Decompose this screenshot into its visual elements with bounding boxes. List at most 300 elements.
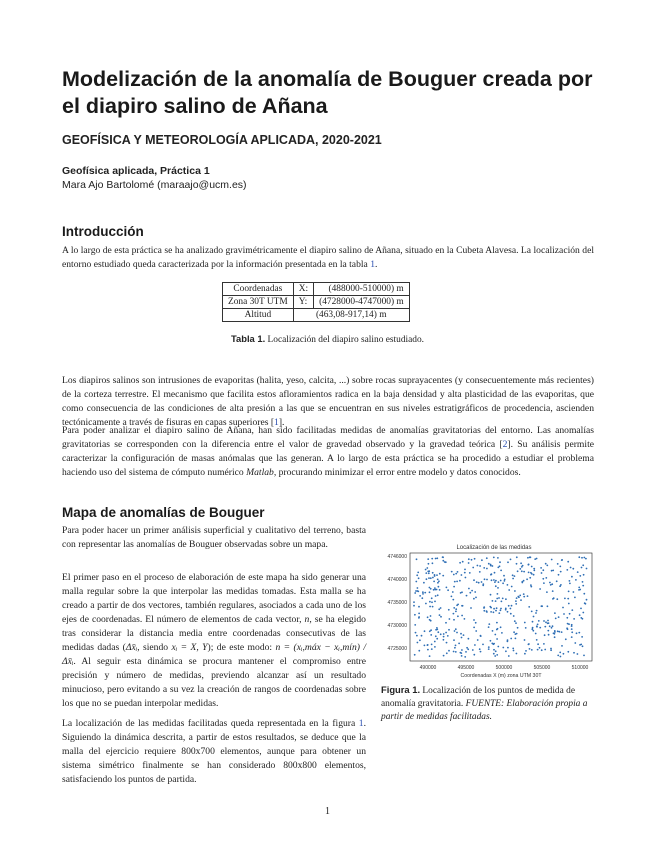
measurement-point bbox=[546, 565, 548, 567]
measurement-point bbox=[432, 562, 434, 564]
measurement-point bbox=[461, 655, 463, 657]
measurement-point bbox=[580, 608, 582, 610]
measurement-point bbox=[557, 630, 559, 632]
measurement-point bbox=[453, 651, 455, 653]
measurement-point bbox=[500, 608, 502, 610]
measurement-point bbox=[456, 632, 458, 634]
measurement-point bbox=[583, 574, 585, 576]
author-line: Mara Ajo Bartolomé (maraajo@ucm.es) bbox=[62, 179, 247, 191]
measurement-point bbox=[551, 627, 553, 629]
measurement-point bbox=[433, 581, 435, 583]
measurement-point bbox=[442, 560, 444, 562]
measurement-point bbox=[550, 649, 552, 651]
measurement-point bbox=[541, 605, 543, 607]
measurement-point bbox=[534, 558, 536, 560]
measurement-point bbox=[429, 630, 431, 632]
measurement-point bbox=[543, 643, 545, 645]
measurement-point bbox=[511, 586, 513, 588]
measurement-point bbox=[516, 563, 518, 565]
measurement-point bbox=[502, 582, 504, 584]
measurement-point bbox=[586, 599, 588, 601]
measurement-point bbox=[514, 620, 516, 622]
measurement-point bbox=[529, 577, 531, 579]
measurement-point bbox=[524, 653, 526, 655]
measurement-point bbox=[494, 655, 496, 657]
measurement-point bbox=[488, 646, 490, 648]
measurement-point bbox=[421, 597, 423, 599]
measurement-point bbox=[438, 608, 440, 610]
practice-subtitle: Geofísica aplicada, Práctica 1 bbox=[62, 165, 210, 177]
measurement-point bbox=[535, 612, 537, 614]
x-tick-labels bbox=[420, 665, 589, 671]
measurement-point bbox=[434, 575, 436, 577]
measurement-point bbox=[557, 563, 559, 565]
measurement-point bbox=[435, 595, 437, 597]
measurement-point bbox=[560, 656, 562, 658]
measurement-point bbox=[577, 571, 579, 573]
measurement-point bbox=[429, 601, 431, 603]
measurement-point bbox=[552, 590, 554, 592]
measurement-point bbox=[413, 601, 415, 603]
measurement-point bbox=[581, 567, 583, 569]
measurement-point bbox=[458, 643, 460, 645]
measurement-point bbox=[460, 652, 462, 654]
measurement-point bbox=[533, 568, 535, 570]
measurement-point bbox=[556, 598, 558, 600]
measurement-point bbox=[490, 611, 492, 613]
section-heading-map: Mapa de anomalías de Bouguer bbox=[62, 505, 265, 520]
measurement-point bbox=[552, 570, 554, 572]
measurement-point bbox=[504, 580, 506, 582]
measurement-point bbox=[475, 622, 477, 624]
measurement-point bbox=[455, 608, 457, 610]
measurement-point bbox=[517, 596, 519, 598]
measurement-point bbox=[551, 559, 553, 561]
measurement-point bbox=[473, 627, 475, 629]
measurement-point bbox=[448, 650, 450, 652]
measurement-point bbox=[547, 620, 549, 622]
measurement-point bbox=[496, 622, 498, 624]
measurement-point bbox=[493, 611, 495, 613]
measurement-point bbox=[543, 620, 545, 622]
figure-reference-link[interactable]: 1 bbox=[358, 718, 364, 729]
measurement-point bbox=[439, 589, 441, 591]
measurement-point bbox=[475, 597, 477, 599]
measurement-point bbox=[510, 608, 512, 610]
measurement-point bbox=[459, 562, 461, 564]
measurement-point bbox=[486, 579, 488, 581]
measurement-point bbox=[495, 610, 497, 612]
measurement-point bbox=[563, 653, 565, 655]
measurement-point bbox=[550, 648, 552, 650]
measurement-point bbox=[513, 650, 515, 652]
measurement-point bbox=[479, 571, 481, 573]
measurement-point bbox=[560, 584, 562, 586]
measurement-point bbox=[494, 634, 496, 636]
measurement-point bbox=[536, 639, 538, 641]
measurement-point bbox=[491, 643, 493, 645]
measurement-point bbox=[439, 614, 441, 616]
table-row bbox=[223, 283, 410, 296]
measurement-point bbox=[488, 626, 490, 628]
measurement-point bbox=[415, 581, 417, 583]
measurement-point bbox=[443, 633, 445, 635]
measurement-point bbox=[452, 599, 454, 601]
measurement-point bbox=[453, 586, 455, 588]
measurement-point bbox=[545, 621, 547, 623]
measurement-point bbox=[447, 635, 449, 637]
measurement-point bbox=[513, 615, 515, 617]
measurement-point bbox=[436, 638, 438, 640]
measurement-point bbox=[512, 574, 514, 576]
measurement-point bbox=[535, 633, 537, 635]
measurement-point bbox=[497, 628, 499, 630]
measurement-point bbox=[571, 628, 573, 630]
measurement-point bbox=[516, 556, 518, 558]
measurement-point bbox=[435, 635, 437, 637]
measurement-point bbox=[427, 558, 429, 560]
measurement-point bbox=[529, 556, 531, 558]
measurement-point bbox=[463, 634, 465, 636]
measurement-point bbox=[552, 598, 554, 600]
table-reference-link[interactable]: 1 bbox=[370, 259, 375, 270]
measurement-point bbox=[541, 572, 543, 574]
measurement-point bbox=[544, 649, 546, 651]
measurement-point bbox=[436, 574, 438, 576]
measurement-point bbox=[424, 645, 426, 647]
measurement-point bbox=[437, 594, 439, 596]
measurement-point bbox=[554, 612, 556, 614]
measurement-point bbox=[501, 632, 503, 634]
measurement-point bbox=[496, 607, 498, 609]
measurement-point bbox=[505, 598, 507, 600]
measurement-point bbox=[493, 653, 495, 655]
measurement-point bbox=[494, 572, 496, 574]
measurement-point bbox=[436, 627, 438, 629]
table-cell: Altitud bbox=[223, 309, 294, 322]
measurement-point bbox=[541, 649, 543, 651]
measurement-point bbox=[500, 626, 502, 628]
measurement-point bbox=[468, 638, 470, 640]
table-row bbox=[223, 309, 410, 322]
measurement-point bbox=[531, 649, 533, 651]
measurement-point bbox=[561, 559, 563, 561]
measurement-point bbox=[559, 652, 561, 654]
measurement-point bbox=[578, 587, 580, 589]
measurement-point bbox=[416, 558, 418, 560]
map-paragraph-2: El primer paso en el proceso de elaboración de este mapa ha sido generar una malla regular sobre la que interpolar las medidas tomadas. Esta malla se ha creado a partir de dos vectores, también regulares, asociados a cada uno de los ejes de coordenadas. El número de elementos de cada vector, n, se ha elegido tras considerar la distancia media entre coordenadas consecutivas de las medidas dadas (Δx̄ᵢ, siendo xᵢ = X, Y); de este modo: n = (xᵢ,máx − xᵢ,mín) / Δx̄ᵢ. Al seguir esta dinámica se procura mantener el compromiso entre precisión y número de medidas, previendo alcanzar así un resultado minucioso, pero evitando a su vez la creación de rangos de coordenadas sobre los que no se puedan interpolar medidas. bbox=[62, 572, 366, 709]
measurement-point bbox=[515, 603, 517, 605]
measurement-point bbox=[425, 572, 427, 574]
measurement-point bbox=[567, 623, 569, 625]
measurement-point bbox=[566, 627, 568, 629]
measurement-point bbox=[578, 556, 580, 558]
measurement-point bbox=[490, 565, 492, 567]
measurement-point bbox=[454, 630, 456, 632]
measurement-point bbox=[521, 582, 523, 584]
measurement-point bbox=[504, 579, 506, 581]
measurement-point bbox=[417, 587, 419, 589]
measurement-point bbox=[486, 610, 488, 612]
measurement-point bbox=[417, 590, 419, 592]
measurement-point bbox=[582, 585, 584, 587]
measurement-point bbox=[414, 614, 416, 616]
measurement-point bbox=[567, 651, 569, 653]
measurement-point bbox=[542, 569, 544, 571]
measurement-point bbox=[571, 636, 573, 638]
measurement-point bbox=[455, 645, 457, 647]
measurement-point bbox=[442, 575, 444, 577]
measurement-point bbox=[503, 575, 505, 577]
measurement-point bbox=[524, 639, 526, 641]
measurement-point bbox=[537, 624, 539, 626]
measurement-point bbox=[554, 630, 556, 632]
measurement-point bbox=[469, 572, 471, 574]
measurement-point bbox=[578, 632, 580, 634]
measurement-point bbox=[532, 630, 534, 632]
measurement-point bbox=[515, 600, 517, 602]
measurement-point bbox=[451, 596, 453, 598]
measurement-point bbox=[447, 589, 449, 591]
measurement-point bbox=[531, 566, 533, 568]
measurement-point bbox=[429, 591, 431, 593]
measurement-point bbox=[493, 579, 495, 581]
measurement-point bbox=[525, 650, 527, 652]
measurement-point bbox=[426, 578, 428, 580]
measurement-point bbox=[523, 571, 525, 573]
figure-caption-label: Figura 1. bbox=[381, 684, 421, 695]
measurement-point bbox=[582, 581, 584, 583]
measurement-point bbox=[475, 630, 477, 632]
measurement-point bbox=[466, 595, 468, 597]
measurement-point bbox=[448, 609, 450, 611]
measurement-point bbox=[498, 612, 500, 614]
measurement-point bbox=[446, 642, 448, 644]
measurement-point bbox=[505, 608, 507, 610]
measurement-point bbox=[478, 582, 480, 584]
measurement-point bbox=[445, 561, 447, 563]
measurement-point bbox=[493, 649, 495, 651]
measurement-point bbox=[543, 582, 545, 584]
measurement-point bbox=[521, 566, 523, 568]
measurement-point bbox=[515, 638, 517, 640]
measurement-point bbox=[453, 574, 455, 576]
measurement-point bbox=[561, 645, 563, 647]
measurement-point bbox=[530, 586, 532, 588]
measurement-point bbox=[544, 634, 546, 636]
measurement-point bbox=[571, 625, 573, 627]
figure-caption bbox=[381, 683, 595, 724]
measurement-point bbox=[574, 642, 576, 644]
measurement-point bbox=[453, 613, 455, 615]
measurement-point bbox=[517, 627, 519, 629]
measurement-point bbox=[545, 563, 547, 565]
measurement-point bbox=[556, 580, 558, 582]
measurement-point bbox=[445, 632, 447, 634]
plot-frame bbox=[410, 553, 592, 661]
y-tick-label: 4746000 bbox=[387, 554, 407, 560]
measurement-point bbox=[461, 615, 463, 617]
measurement-point bbox=[468, 588, 470, 590]
measurement-point bbox=[418, 606, 420, 608]
measurement-point bbox=[432, 572, 434, 574]
measurement-point bbox=[422, 593, 424, 595]
citation-link[interactable]: 2 bbox=[502, 439, 508, 450]
measurement-point bbox=[436, 589, 438, 591]
measurement-point bbox=[495, 580, 497, 582]
measurement-point bbox=[462, 561, 464, 563]
measurement-point bbox=[424, 592, 426, 594]
course-name: GEOFÍSICA Y METEOROLOGÍA APLICADA, 2020-2021 bbox=[62, 133, 382, 147]
measurement-point bbox=[582, 612, 584, 614]
measurement-point bbox=[490, 640, 492, 642]
measurement-point bbox=[498, 597, 500, 599]
measurement-point bbox=[461, 574, 463, 576]
measurement-point bbox=[480, 651, 482, 653]
measurement-point bbox=[566, 617, 568, 619]
measurement-point bbox=[440, 633, 442, 635]
measurement-point bbox=[461, 637, 463, 639]
measurement-point bbox=[471, 590, 473, 592]
measurement-point bbox=[472, 649, 474, 651]
measurement-point bbox=[499, 561, 501, 563]
y-tick-label: 4725000 bbox=[387, 646, 407, 652]
measurement-point bbox=[439, 573, 441, 575]
measurement-point bbox=[569, 613, 571, 615]
measurement-point bbox=[461, 649, 463, 651]
measurement-point bbox=[583, 557, 585, 559]
measurement-point bbox=[517, 570, 519, 572]
measurement-point bbox=[473, 654, 475, 656]
measurement-point bbox=[430, 634, 432, 636]
measurement-point bbox=[468, 558, 470, 560]
measurement-point bbox=[431, 558, 433, 560]
measurement-point bbox=[488, 648, 490, 650]
measurement-point bbox=[510, 613, 512, 615]
measurement-point bbox=[488, 623, 490, 625]
measurement-point bbox=[528, 572, 530, 574]
measurement-point bbox=[474, 558, 476, 560]
measurement-point bbox=[574, 597, 576, 599]
measurement-point bbox=[451, 571, 453, 573]
measurement-point bbox=[445, 622, 447, 624]
measurement-point bbox=[519, 595, 521, 597]
measurement-point bbox=[528, 564, 530, 566]
measurement-point bbox=[429, 606, 431, 608]
measurement-point bbox=[576, 632, 578, 634]
measurement-point bbox=[418, 650, 420, 652]
measurement-point bbox=[508, 605, 510, 607]
table-cell: Coordenadas bbox=[223, 283, 294, 296]
measurement-point bbox=[490, 574, 492, 576]
measurement-point bbox=[464, 656, 466, 658]
measurement-point bbox=[440, 616, 442, 618]
measurement-point bbox=[416, 574, 418, 576]
measurement-point bbox=[547, 622, 549, 624]
measurement-point bbox=[544, 626, 546, 628]
table-cell: (463,08-917,14) m bbox=[293, 309, 409, 322]
measurement-point bbox=[540, 567, 542, 569]
measurement-point bbox=[457, 615, 459, 617]
measurement-point bbox=[559, 566, 561, 568]
measurement-point bbox=[472, 567, 474, 569]
y-tick-label: 4735000 bbox=[387, 600, 407, 606]
table-cell: (488000-510000) m bbox=[314, 283, 410, 296]
measurement-point bbox=[531, 573, 533, 575]
location-table bbox=[222, 282, 410, 322]
measurement-point bbox=[566, 569, 568, 571]
measurement-point bbox=[465, 651, 467, 653]
measurement-point bbox=[552, 625, 554, 627]
measurement-point bbox=[546, 591, 548, 593]
measurement-point bbox=[567, 598, 569, 600]
measurement-point bbox=[443, 655, 445, 657]
measurement-point bbox=[507, 641, 509, 643]
table-cell: (4728000-4747000) m bbox=[314, 296, 410, 309]
measurement-point bbox=[549, 625, 551, 627]
table-caption bbox=[0, 332, 655, 347]
measurement-point bbox=[421, 635, 423, 637]
section-heading-intro: Introducción bbox=[62, 224, 144, 239]
measurement-point bbox=[582, 645, 584, 647]
measurement-point bbox=[414, 624, 416, 626]
measurement-point bbox=[558, 574, 560, 576]
measurement-point bbox=[464, 618, 466, 620]
measurement-point bbox=[516, 653, 518, 655]
measurement-point bbox=[426, 567, 428, 569]
measurement-point bbox=[502, 598, 504, 600]
measurement-point bbox=[431, 597, 433, 599]
measurement-point bbox=[514, 590, 516, 592]
measurement-point bbox=[460, 633, 462, 635]
citation-link[interactable]: 1 bbox=[274, 417, 279, 428]
map-paragraph-3: La localización de las medidas facilitadas queda representada en la figura 1. Siguiendo la dinámica descrita, a partir de estos resultados, se deduce que la malla del ejercicio requiere 800x700 elementos, aunque para obtener un sistema simétrico finalmente se han considerado 800x800 elementos, satisfaciendo los puntos de partida. bbox=[62, 718, 366, 785]
measurement-point bbox=[575, 579, 577, 581]
measurement-point bbox=[484, 578, 486, 580]
measurement-point bbox=[455, 611, 457, 613]
measurement-point bbox=[437, 631, 439, 633]
measurement-points bbox=[413, 556, 587, 658]
measurement-point bbox=[523, 593, 525, 595]
plot-title: Localización de las medidas bbox=[456, 545, 532, 551]
measurement-point bbox=[586, 568, 588, 570]
measurement-point bbox=[539, 647, 541, 649]
measurement-point bbox=[494, 581, 496, 583]
page-title: Modelización de la anomalía de Bouguer creada por el diapiro salino de Añana bbox=[62, 67, 593, 118]
measurement-point bbox=[453, 639, 455, 641]
measurement-point bbox=[434, 646, 436, 648]
measurement-point bbox=[431, 644, 433, 646]
measurement-point bbox=[529, 648, 531, 650]
measurement-point bbox=[457, 571, 459, 573]
measurement-point bbox=[573, 652, 575, 654]
measurement-point bbox=[537, 643, 539, 645]
measurement-point bbox=[495, 585, 497, 587]
measurement-point bbox=[561, 631, 563, 633]
measurement-point bbox=[465, 577, 467, 579]
measurement-point bbox=[568, 591, 570, 593]
measurement-point bbox=[565, 638, 567, 640]
measurement-point bbox=[500, 609, 502, 611]
measurement-point bbox=[493, 557, 495, 559]
measurement-point bbox=[473, 579, 475, 581]
measurement-point bbox=[558, 631, 560, 633]
measurement-point bbox=[427, 649, 429, 651]
measurement-point bbox=[474, 644, 476, 646]
measurement-point bbox=[443, 636, 445, 638]
measurement-point bbox=[581, 636, 583, 638]
table-cell: Y: bbox=[293, 296, 313, 309]
